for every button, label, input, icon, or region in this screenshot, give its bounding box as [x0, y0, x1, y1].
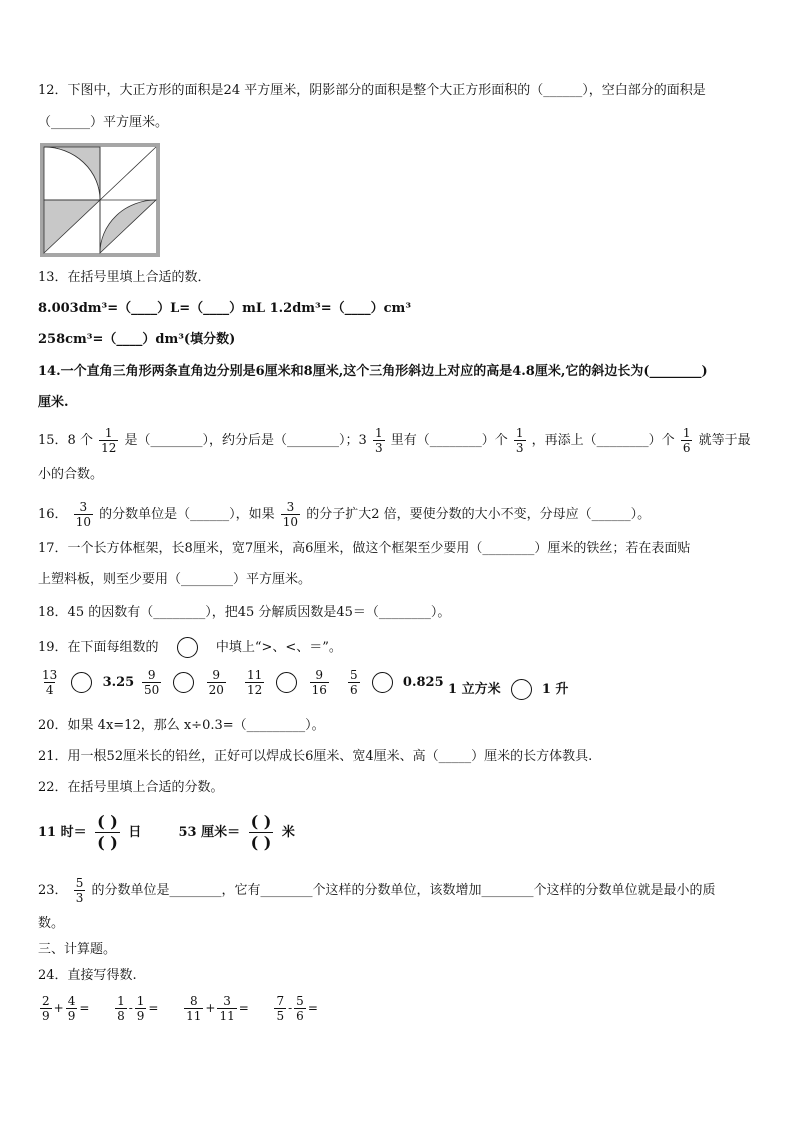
compare-group-2: $\frac{9}{50}$ $\frac{9}{20}$	[144, 668, 224, 697]
fraction: $\frac{1}{3}$	[374, 426, 383, 455]
expression-3: $\frac{8}{11}$ + $\frac{3}{11}$ =	[186, 994, 249, 1023]
compare-circle-icon[interactable]	[276, 672, 297, 693]
fraction: $\frac{1}{12}$	[101, 426, 117, 455]
q17-line2: 上塑料板，则至少要用（________）平方厘米。	[38, 572, 312, 587]
q12-line2: （______）平方厘米。	[38, 115, 169, 130]
q17-line1: 17．一个长方体框架，长8厘米，宽7厘米，高6厘米，做这个框架至少要用（________）厘米的铁丝；若在表面贴	[38, 541, 691, 556]
q24-expressions	[38, 994, 318, 1023]
compare-circle-icon[interactable]	[71, 672, 92, 693]
q22-title: 22．在括号里填上合适的分数。	[38, 780, 224, 795]
q22-line1: 11 时＝ $\frac{( )}{( )}$ 日 53 厘米＝ $\frac{( )}{( )}$ 米	[38, 812, 295, 852]
q24-title: 24．直接写得数.	[38, 968, 137, 983]
fraction: $\frac{3}{10}$	[282, 500, 299, 529]
fraction: $\frac{1}{6}$	[682, 426, 691, 455]
q15-line2: 小的合数。	[38, 467, 104, 482]
compare-circle-icon[interactable]	[511, 679, 532, 700]
blank-fraction[interactable]: $\frac{( )}{( )}$	[97, 812, 118, 852]
q18-line1: 18．45 的因数有（________），把45 分解质因数是45＝（________）。	[38, 605, 451, 620]
expression-1: $\frac{2}{9}$ + $\frac{4}{9}$ =	[42, 994, 90, 1023]
q13-title: 13．在括号里填上合适的数．	[38, 270, 211, 285]
compare-group-4: $\frac{5}{6}$ 0.825	[350, 668, 444, 697]
q14-line1: 14.一个直角三角形两条直角边分别是6厘米和8厘米,这个三角形斜边上对应的高是4.8厘米,它的斜边长为(________)	[38, 364, 708, 379]
q23-line1: 23． $\frac{5}{3}$ 的分数单位是________，它有________个这样的分数单位，该数增加________个这样的分数单位就是最小的质	[38, 876, 716, 905]
compare-group-3: $\frac{11}{12}$ $\frac{9}{16}$	[247, 668, 327, 697]
q15-line1: 15．8 个 $\frac{1}{12}$ 是（________），约分后是（________）；3 $\frac{1}{3}$ 里有（________）个 $\frac{1}{3}$ ，再添上（________）个 $\frac{1}{6}$ 就等于最	[38, 426, 751, 455]
q20-line1: 20．如果 4x=12，那么 x÷0.3=（_________）。	[38, 718, 325, 733]
section-heading: 三、计算题。	[38, 942, 117, 957]
blank-fraction[interactable]: $\frac{( )}{( )}$	[250, 812, 272, 852]
compare-circle-icon[interactable]	[173, 672, 194, 693]
fraction: $\frac{3}{10}$	[75, 500, 91, 529]
q13-line1: 8.003dm³=（____）L=（____）mL 1.2dm³=（____）cm³	[38, 301, 412, 316]
q23-line2: 数。	[38, 916, 65, 931]
q13-line2: 258cm³=（____）dm³(填分数)	[38, 332, 236, 347]
fraction: $\frac{1}{3}$	[515, 426, 524, 455]
compare-group-1: $\frac{13}{4}$ 3.25	[42, 668, 135, 697]
square-figure	[40, 143, 160, 257]
q12-line1: 12．下图中，大正方形的面积是24 平方厘米，阴影部分的面积是整个大正方形面积的（______），空白部分的面积是	[38, 83, 706, 98]
q16-line1: 16． $\frac{3}{10}$ 的分数单位是（______），如果 $\frac{3}{10}$ 的分子扩大2 倍，要使分数的大小不变，分母应（______）。	[38, 500, 651, 529]
expression-2: $\frac{1}{8}$ - $\frac{1}{9}$ =	[117, 994, 159, 1023]
q19-line1: 19．在下面每组数的 中填上“>、<、＝”。	[38, 637, 342, 658]
q21-line1: 21．用一根52厘米长的铅丝，正好可以焊成长6厘米、宽4厘米、高（_____）厘米的长方体教具.	[38, 749, 593, 764]
q14-line2: 厘米.	[38, 395, 69, 410]
compare-circle-icon	[177, 637, 198, 658]
compare-circle-icon[interactable]	[372, 672, 393, 693]
compare-group-5: 1 立方米 1 升	[448, 678, 568, 700]
fraction: $\frac{5}{3}$	[75, 876, 84, 905]
expression-4: $\frac{7}{5}$ - $\frac{5}{6}$ =	[276, 994, 318, 1023]
